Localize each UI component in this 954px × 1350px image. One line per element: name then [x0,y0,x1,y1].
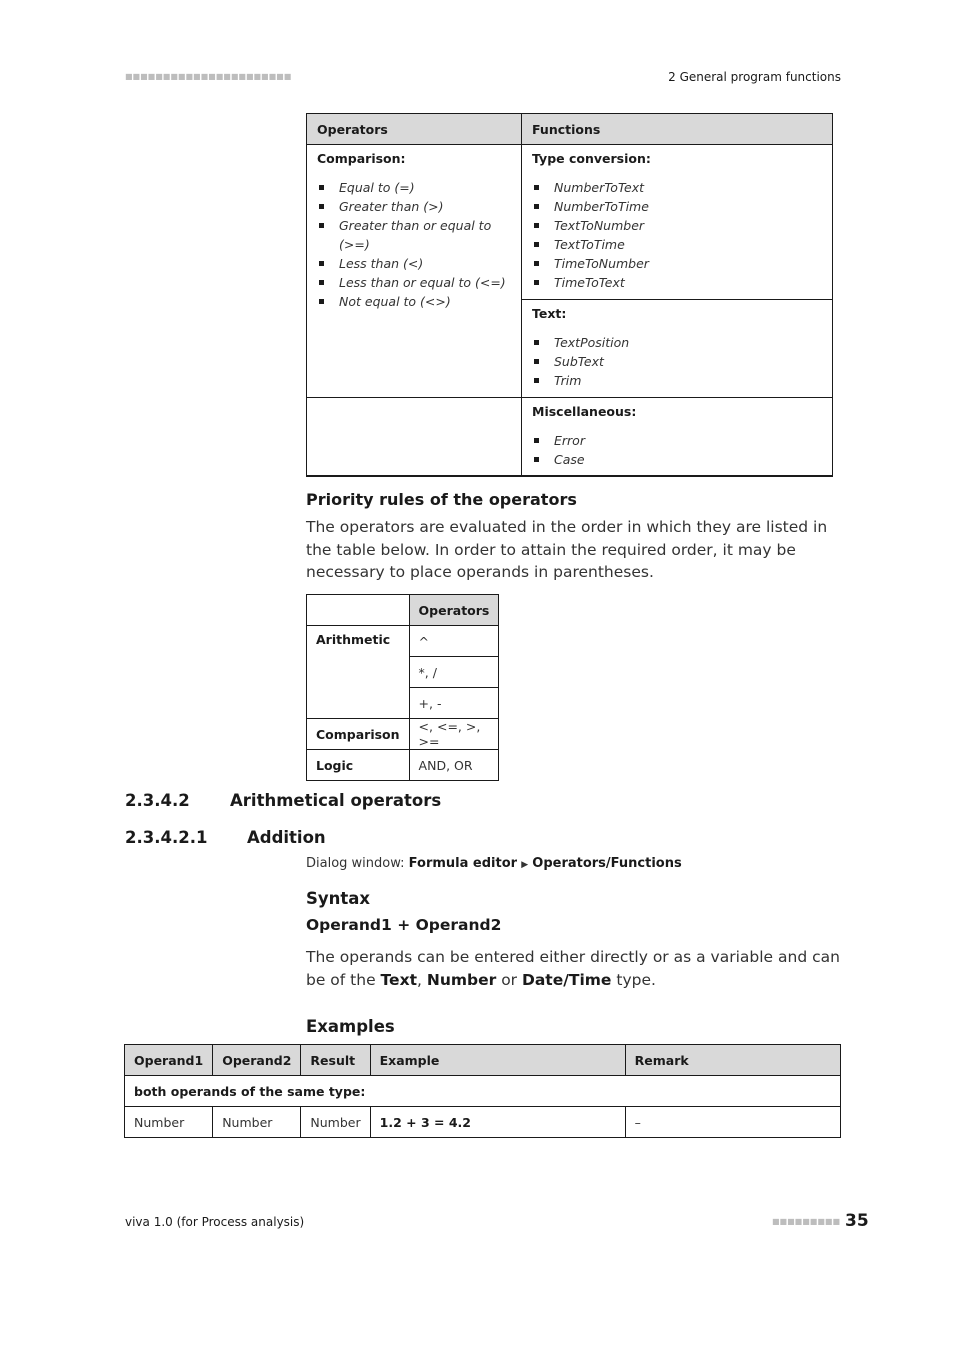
text-run: , [416,971,427,989]
type-conversion-cell [522,145,833,300]
text-cell [522,300,833,398]
list-item: TimeToText [554,273,822,292]
comparison-list [317,178,511,311]
text-run: or [496,971,522,989]
section-number: 2.3.4.2 [125,791,190,810]
operators-functions-table [306,113,833,477]
list-item: SubText [554,352,822,371]
dialog-link-operators-functions: Operators/Functions [532,856,682,871]
comparison-cell [307,145,522,398]
type-conversion-title: Type conversion: [532,151,651,166]
priority-heading: Priority rules of the operators [306,490,577,509]
table-cell: – [625,1107,840,1138]
row-header-arithmetic: Arithmetic [307,626,410,719]
subsection-number: 2.3.4.2.1 [125,828,208,847]
column-header-operators: Operators [409,595,499,626]
comparison-title: Comparison: [317,151,406,166]
empty-cell [307,398,522,477]
miscellaneous-title: Miscellaneous: [532,404,637,419]
page-number: 35 [845,1211,869,1231]
table-cell: +, - [409,688,499,719]
table-cell: Number [125,1107,213,1138]
column-header-result: Result [301,1045,370,1076]
priority-paragraph: The operators are evaluated in the order in which they are listed in the table below. In order to attain the required order, it may be necessary to place operands in parentheses. [306,518,828,581]
type-text: Text [380,971,417,989]
column-header-operators: Operators [307,114,522,145]
examples-heading: Examples [306,1017,395,1036]
list-item: NumberToTime [554,197,822,216]
table-row [125,1107,841,1138]
table-cell: <, <=, >, >= [409,719,499,750]
examples-table [124,1044,841,1138]
list-item: Error [554,431,822,450]
list-item: Less than or equal to (<=) [339,273,511,292]
priority-table [306,594,499,781]
group-row: both operands of the same type: [125,1076,841,1107]
header-decoration: ■■■■■■■■■■■■■■■■■■■■■■ [125,72,292,81]
dialog-path [306,856,682,871]
text-run: type. [611,971,656,989]
list-item: TextToNumber [554,216,822,235]
subsection-title: Addition [247,828,326,847]
list-item: Less than (<) [339,254,511,273]
miscellaneous-list [532,431,822,469]
table-cell: Number [301,1107,370,1138]
column-header-operand1: Operand1 [125,1045,213,1076]
type-number: Number [426,971,497,989]
column-header-operand2: Operand2 [213,1045,301,1076]
syntax-heading: Syntax [306,889,371,908]
list-item: TimeToNumber [554,254,822,273]
arrow-right-icon: ▶ [521,860,529,870]
list-item: NumberToText [554,178,822,197]
text-title: Text: [532,306,567,322]
dialog-link-formula-editor: Formula editor [408,856,518,871]
list-item: Trim [554,371,822,390]
column-header-functions: Functions [522,114,833,145]
list-item: Greater than or equal to (>=) [339,216,511,254]
list-item: Greater than (>) [339,197,511,216]
running-header: 2 General program functions [668,70,841,84]
footer-decoration: ■■■■■■■■■ [772,1217,841,1226]
list-item: Case [554,450,822,469]
type-datetime: Date/Time [521,971,612,989]
table-cell: 1.2 + 3 = 4.2 [370,1107,625,1138]
section-title: Arithmetical operators [230,791,442,810]
dialog-prefix: Dialog window: [306,856,409,871]
empty-header-cell [307,595,410,626]
operands-paragraph [306,946,841,992]
column-header-remark: Remark [625,1045,840,1076]
list-item: Equal to (=) [339,178,511,197]
table-cell: *, / [409,657,499,688]
footer-product: viva 1.0 (for Process analysis) [125,1215,305,1229]
text-run: The operands can be entered either directly or as a variable and can be of the [306,948,840,989]
row-header-comparison: Comparison [307,719,410,750]
list-item: Not equal to (<>) [339,292,511,311]
list-item: TextToTime [554,235,822,254]
row-header-logic: Logic [307,750,410,781]
column-header-example: Example [370,1045,625,1076]
list-item: TextPosition [554,333,822,352]
table-cell: AND, OR [409,750,499,781]
text-list [532,333,822,390]
table-cell: Number [213,1107,301,1138]
type-conversion-list [532,178,822,292]
syntax-formula: Operand1 + Operand2 [306,916,502,934]
miscellaneous-cell [522,398,833,477]
table-cell: ^ [409,626,499,657]
